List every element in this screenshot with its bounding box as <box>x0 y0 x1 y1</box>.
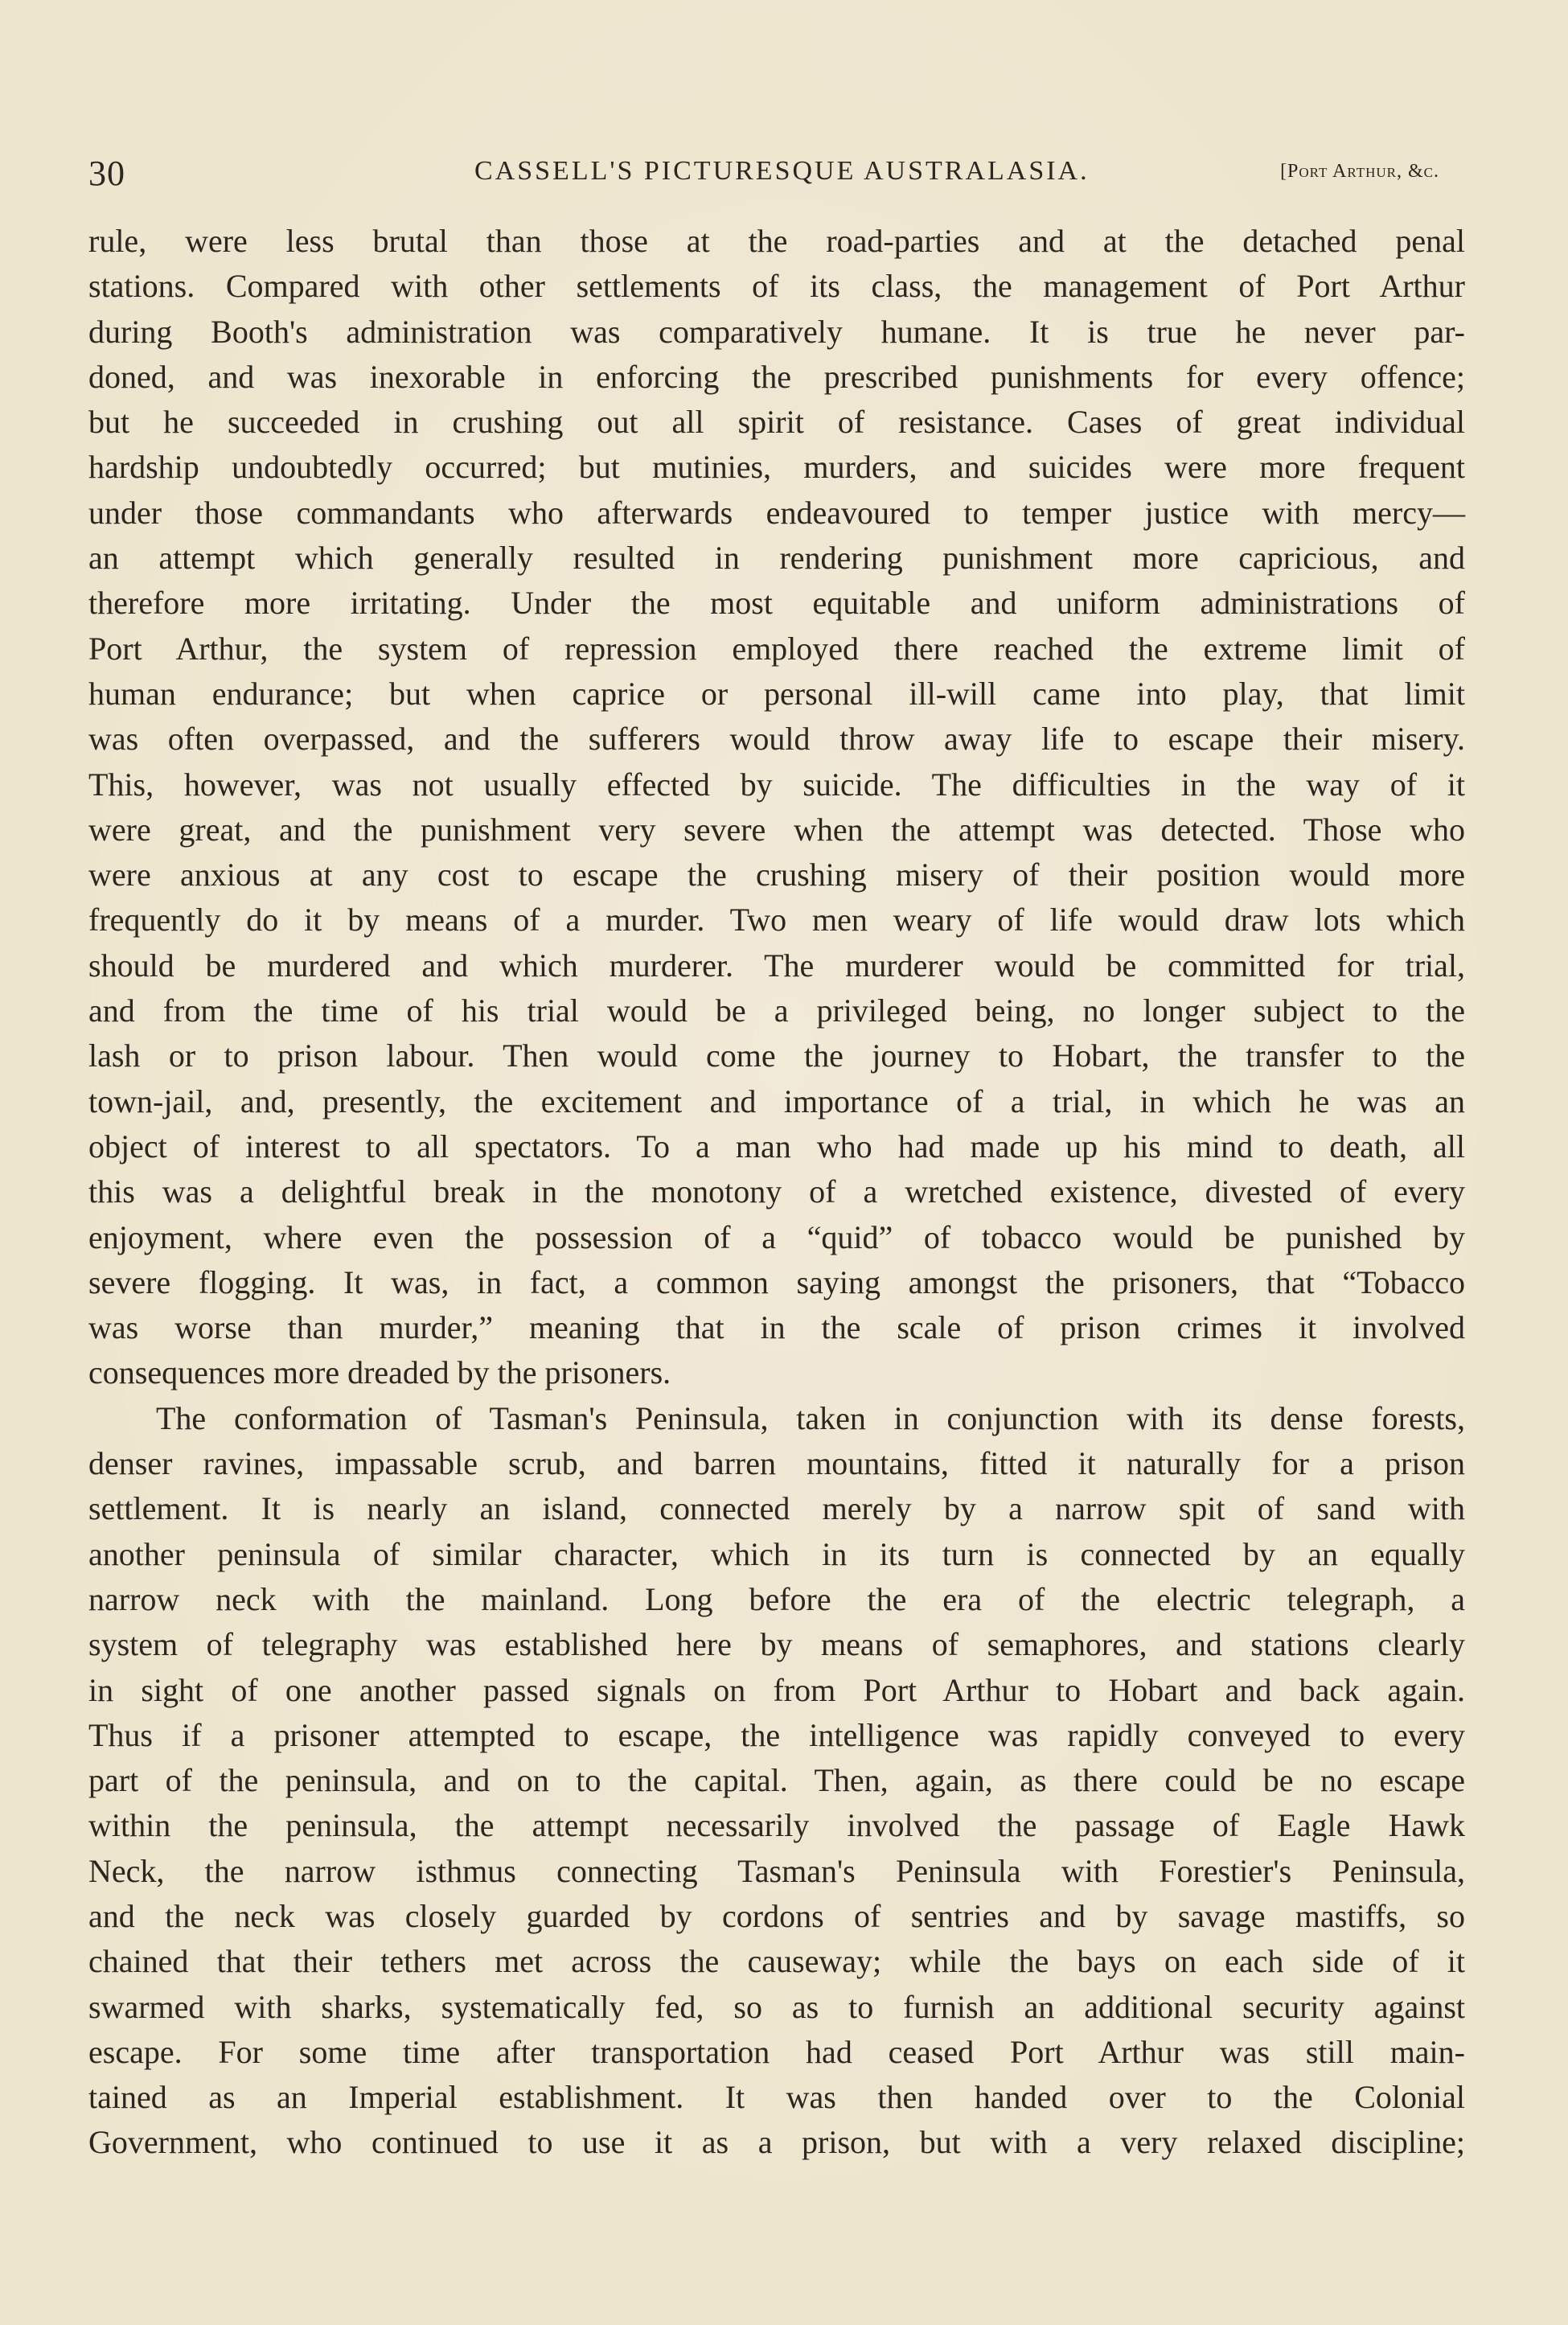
text-line: denser ravines, impassable scrub, and barren mountains, fitted it naturally for a prison <box>88 1445 1465 1482</box>
text-line: in sight of one another passed signals on from Port Arthur to Hobart and back again. <box>88 1671 1465 1708</box>
text-line: was worse than murder,” meaning that in the scale of prison crimes it involved <box>88 1309 1465 1346</box>
text-line: consequences more dreaded by the prisoners. <box>88 1354 671 1391</box>
text-line: should be murdered and which murderer. The murderer would be committed for trial, <box>88 947 1465 984</box>
text-line: escape. For some time after transportation had ceased Port Arthur was still main- <box>88 2033 1465 2070</box>
section-title: [Port Arthur, &c. <box>1280 161 1439 182</box>
text-line: town-jail, and, presently, the excitement and importance of a trial, in which he was an <box>88 1082 1465 1119</box>
paragraph-1 <box>88 219 1465 1396</box>
text-line: The conformation of Tasman's Peninsula, taken in conjunction with its dense forests, <box>156 1399 1465 1436</box>
text-line: hardship undoubtedly occurred; but mutinies, murders, and suicides were more frequent <box>88 449 1465 486</box>
text-line: This, however, was not usually effected by suicide. The difficulties in the way of it <box>88 766 1465 803</box>
text-line: during Booth's administration was comparatively humane. It is true he never par- <box>88 313 1465 350</box>
text-line: another peninsula of similar character, which in its turn is connected by an equally <box>88 1535 1465 1572</box>
text-line: narrow neck with the mainland. Long before the era of the electric telegraph, a <box>88 1580 1465 1617</box>
text-line: but he succeeded in crushing out all spirit of resistance. Cases of great individual <box>88 404 1465 441</box>
text-line: object of interest to all spectators. To a man who had made up his mind to death, all <box>88 1128 1465 1165</box>
paragraph-2 <box>88 1396 1465 2166</box>
text-line: rule, were less brutal than those at the road-parties and at the detached penal <box>88 223 1465 259</box>
text-line: frequently do it by means of a murder. Two men weary of life would draw lots which <box>88 902 1465 939</box>
text-line: this was a delightful break in the monotony of a wretched existence, divested of every <box>88 1173 1465 1210</box>
text-line: an attempt which generally resulted in rendering punishment more capricious, and <box>88 540 1465 577</box>
text-line: Port Arthur, the system of repression employed there reached the extreme limit of <box>88 630 1465 667</box>
text-line: enjoyment, where even the possession of a “quid” of tobacco would be punished by <box>88 1218 1465 1255</box>
text-line: severe flogging. It was, in fact, a common saying amongst the prisoners, that “Tobacco <box>88 1263 1465 1300</box>
text-line: therefore more irritating. Under the most equitable and uniform administrations of <box>88 585 1465 622</box>
text-line: were great, and the punishment very severe when the attempt was detected. Those who <box>88 811 1465 848</box>
text-line: lash or to prison labour. Then would come the journey to Hobart, the transfer to the <box>88 1037 1465 1074</box>
text-line: human endurance; but when caprice or personal ill-will came into play, that limit <box>88 675 1465 712</box>
text-line: tained as an Imperial establishment. It was then handed over to the Colonial <box>88 2079 1465 2116</box>
body-text <box>88 219 1465 2166</box>
text-line: was often overpassed, and the sufferers would throw away life to escape their misery. <box>88 721 1465 758</box>
text-line: Government, who continued to use it as a prison, but with a very relaxed discipline; <box>88 2124 1465 2161</box>
text-line: system of telegraphy was established here by means of semaphores, and stations clearly <box>88 1626 1465 1663</box>
text-line: within the peninsula, the attempt necessarily involved the passage of Eagle Hawk <box>88 1807 1465 1844</box>
text-line: and the neck was closely guarded by cordons of sentries and by savage mastiffs, so <box>88 1897 1465 1934</box>
text-line: Thus if a prisoner attempted to escape, the intelligence was rapidly conveyed to every <box>88 1716 1465 1753</box>
text-line: doned, and was inexorable in enforcing the prescribed punishments for every offence; <box>88 358 1465 395</box>
text-line: and from the time of his trial would be a privileged being, no longer subject to the <box>88 992 1465 1029</box>
running-title: CASSELL'S PICTURESQUE AUSTRALASIA. <box>474 156 1090 186</box>
page-header <box>88 145 1439 193</box>
text-line: settlement. It is nearly an island, connected merely by a narrow spit of sand with <box>88 1490 1465 1527</box>
text-line: part of the peninsula, and on to the capital. Then, again, as there could be no escape <box>88 1762 1465 1799</box>
text-line: chained that their tethers met across the causeway; while the bays on each side of it <box>88 1943 1465 1980</box>
text-line: under those commandants who afterwards endeavoured to temper justice with mercy— <box>88 494 1465 531</box>
text-line: swarmed with sharks, systematically fed, so as to furnish an additional security against <box>88 1988 1465 2025</box>
text-line: Neck, the narrow isthmus connecting Tasman's Peninsula with Forestier's Peninsula, <box>88 1852 1465 1889</box>
text-line: stations. Compared with other settlements of its class, the management of Port Arthur <box>88 268 1465 305</box>
text-line: were anxious at any cost to escape the crushing misery of their position would more <box>88 856 1465 893</box>
page-number: 30 <box>88 154 125 193</box>
